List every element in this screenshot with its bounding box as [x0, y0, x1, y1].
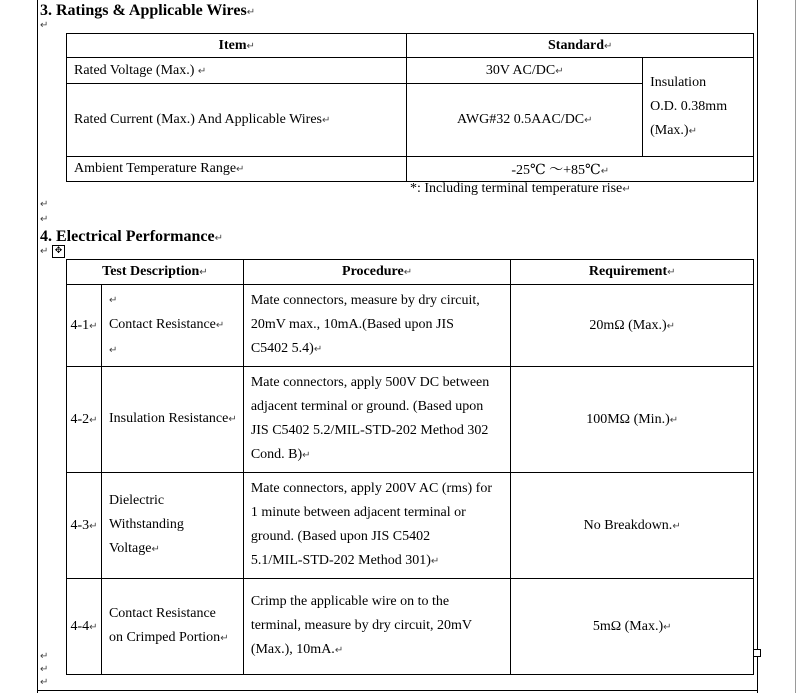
test-procedure: Mate connectors, apply 200V AC (rms) for 1 minute between adjacent terminal or ground. (Based upon JIS C5402 5.1/MIL-STD-202 Method 301)↵ — [243, 473, 511, 579]
test-requirement: 100MΩ (Min.)↵ — [511, 367, 754, 473]
paragraph-mark-icon: ↵ — [40, 677, 49, 688]
paragraph-mark-icon: ↵ — [40, 246, 49, 257]
header-item: Item↵ — [67, 34, 407, 58]
temperature-footnote: *: Including terminal temperature rise↵ — [410, 181, 631, 196]
test-description: Insulation Resistance↵ — [101, 367, 243, 473]
insulation-od-note: Insulation O.D. 0.38mm (Max.)↵ — [643, 58, 754, 157]
test-procedure: Crimp the applicable wire on to the terminal, measure by dry circuit, 20mV (Max.), 10mA.↵ — [243, 579, 511, 675]
table-row — [67, 285, 754, 367]
section-4-heading: 4. Electrical Performance↵ — [40, 228, 223, 245]
test-requirement: 20mΩ (Max.)↵ — [511, 285, 754, 367]
ratings-table — [66, 33, 754, 182]
rated-current-value: AWG#32 0.5AAC/DC↵ — [407, 84, 643, 157]
test-procedure: Mate connectors, measure by dry circuit, 20mV max., 10mA.(Based upon JIS C5402 5.4)↵ — [243, 285, 511, 367]
test-description: Contact Resistance on Crimped Portion↵ — [101, 579, 243, 675]
table-resize-handle-icon[interactable] — [753, 649, 761, 657]
test-requirement: 5mΩ (Max.)↵ — [511, 579, 754, 675]
ambient-temp-label: Ambient Temperature Range↵ — [67, 157, 407, 182]
page-edge-line — [795, 0, 796, 693]
test-procedure: Mate connectors, apply 500V DC between adjacent terminal or ground. (Based upon JIS C5402 5.2/MIL-STD-202 Method 302 Cond. B)↵ — [243, 367, 511, 473]
table-move-handle-icon[interactable]: ✥ — [52, 245, 65, 258]
test-description: ↵ Contact Resistance↵ ↵ — [101, 285, 243, 367]
test-number: 4-1↵ — [67, 285, 102, 367]
ambient-temp-value: -25℃ ～+85℃↵ — [407, 157, 754, 182]
electrical-performance-table — [66, 259, 754, 675]
rated-voltage-label: Rated Voltage (Max.) ↵ — [67, 58, 407, 84]
test-requirement: No Breakdown.↵ — [511, 473, 754, 579]
page-frame-left — [37, 0, 38, 693]
rated-voltage-value: 30V AC/DC↵ — [407, 58, 643, 84]
paragraph-mark-icon: ↵ — [40, 664, 49, 675]
paragraph-mark-icon: ↵ — [40, 214, 49, 225]
table-row — [67, 473, 754, 579]
paragraph-mark-icon: ↵ — [40, 20, 49, 31]
header-procedure: Procedure↵ — [243, 260, 511, 285]
header-standard: Standard↵ — [407, 34, 754, 58]
header-requirement: Requirement↵ — [511, 260, 754, 285]
page-frame-bottom — [37, 690, 758, 691]
header-test-description: Test Description↵ — [67, 260, 244, 285]
test-number: 4-2↵ — [67, 367, 102, 473]
test-description: Dielectric Withstanding Voltage↵ — [101, 473, 243, 579]
test-number: 4-4↵ — [67, 579, 102, 675]
section-3-heading: 3. Ratings & Applicable Wires↵ — [40, 2, 256, 19]
table-row — [67, 579, 754, 675]
page-frame-right — [757, 0, 758, 693]
paragraph-mark-icon: ↵ — [40, 199, 49, 210]
rated-current-label: Rated Current (Max.) And Applicable Wires↵ — [67, 84, 407, 157]
paragraph-mark-icon: ↵ — [40, 651, 49, 662]
table-row — [67, 367, 754, 473]
test-number: 4-3↵ — [67, 473, 102, 579]
